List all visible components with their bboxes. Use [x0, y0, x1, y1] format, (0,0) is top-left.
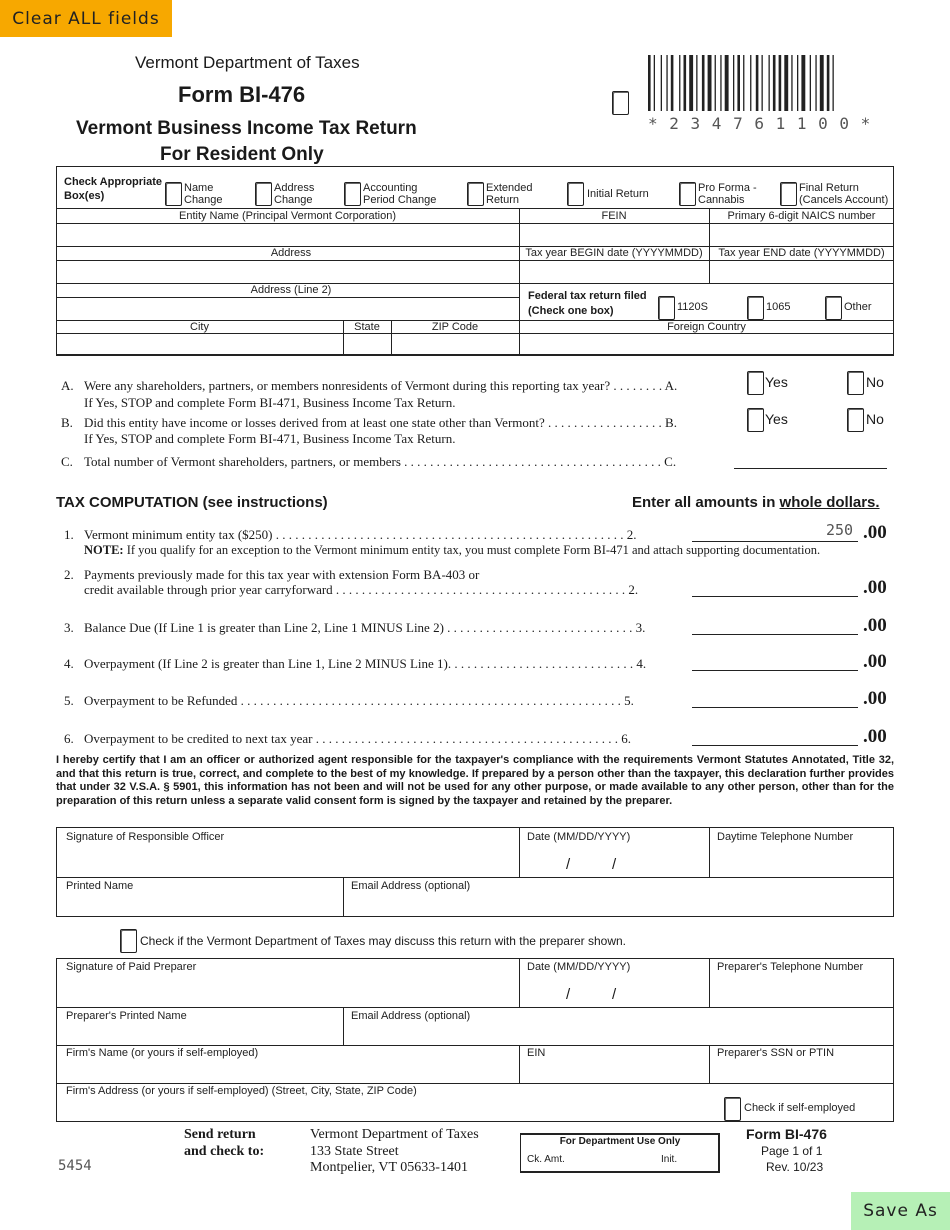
discuss-checkbox[interactable] — [120, 929, 137, 953]
line5-input[interactable] — [692, 707, 858, 708]
question-b-no-label: No — [866, 411, 884, 427]
state-input[interactable] — [345, 335, 389, 354]
address-change-label: Address Change — [274, 182, 315, 206]
question-b-yes-checkbox[interactable] — [747, 408, 764, 432]
preparer-phone-label: Preparer's Telephone Number — [717, 961, 864, 973]
ck-amt-label: Ck. Amt. — [527, 1154, 565, 1165]
question-a-letter: A. — [61, 378, 74, 393]
name-change-label: Name Change — [184, 182, 223, 206]
save-as-button[interactable]: Save As — [851, 1192, 950, 1230]
line1-text: Vermont minimum entity tax ($250) . . . . . . . . . . . . . . . . . . . . . . . . . . . . . . . . . . . . . . . . . . . . . . . . . . . . . . 2. — [84, 527, 637, 542]
line3-input[interactable] — [692, 634, 858, 635]
ssn-ptin-input[interactable] — [711, 1061, 892, 1081]
initial-return-label: Initial Return — [587, 188, 649, 200]
line2-number: 2. — [64, 567, 74, 582]
line5-number: 5. — [64, 693, 74, 708]
department-use-label: For Department Use Only — [559, 1136, 681, 1147]
line3-text: Balance Due (If Line 1 is greater than Line 2, Line 1 MINUS Line 2) . . . . . . . . . . . . . . . . . . . . . . . . . . . . . 3. — [84, 620, 646, 635]
address-line2-header: Address (Line 2) — [250, 284, 332, 296]
ein-label: EIN — [527, 1047, 546, 1059]
tax-end-header: Tax year END date (YYYYMMDD) — [718, 247, 885, 259]
self-employed-label: Check if self-employed — [744, 1102, 856, 1114]
naics-header: Primary 6-digit NAICS number — [727, 210, 876, 222]
line4-text: Overpayment (If Line 2 is greater than Line 1, Line 2 MINUS Line 1). . . . . . . . . . . . . . . . . . . . . . . . . . . . . 4. — [84, 656, 647, 671]
entity-name-header: Entity Name (Principal Vermont Corporation) — [178, 210, 397, 222]
line6-text: Overpayment to be credited to next tax year . . . . . . . . . . . . . . . . . . . . . . . . . . . . . . . . . . . . . . . . . . . . . . . 6. — [84, 731, 631, 746]
preparer-printed-name-input[interactable] — [58, 1024, 341, 1043]
line4-number: 4. — [64, 656, 74, 671]
officer-printed-name-label: Printed Name — [66, 880, 134, 892]
country-header: Foreign Country — [667, 321, 746, 333]
officer-signature-label: Signature of Responsible Officer — [66, 831, 225, 843]
officer-phone-label: Daytime Telephone Number — [717, 831, 854, 843]
preparer-phone-input[interactable] — [711, 977, 892, 1005]
pro-forma-checkbox[interactable] — [679, 182, 696, 206]
initial-return-checkbox[interactable] — [567, 182, 584, 206]
zip-header: ZIP Code — [431, 321, 479, 333]
line1-cents: .00 — [863, 522, 887, 543]
preparer-signature-input[interactable] — [58, 977, 517, 1005]
preparer-date-slash-1: / — [566, 986, 571, 1003]
department-name: Vermont Department of Taxes — [135, 53, 360, 72]
line1-value[interactable]: 250 — [826, 521, 854, 539]
firm-name-label: Firm's Name (or yours if self-employed) — [66, 1047, 259, 1059]
return-title: Vermont Business Income Tax Return — [76, 118, 417, 139]
firm-address-input[interactable] — [58, 1099, 708, 1120]
tax-begin-header: Tax year BEGIN date (YYYYMMDD) — [525, 247, 703, 259]
preparer-date-input[interactable] — [521, 977, 707, 1005]
line1-number: 1. — [64, 527, 74, 542]
mailing-address-line3: Montpelier, VT 05633-1401 — [310, 1160, 468, 1175]
question-c-text: Total number of Vermont shareholders, partners, or members . . . . . . . . . . . . . . . . . . . . . . . . . . . . . . . . . . . . . . . . C. — [84, 454, 677, 469]
ssn-ptin-label: Preparer's SSN or PTIN — [717, 1047, 835, 1059]
clear-all-fields-button[interactable]: Clear ALL fields — [0, 0, 172, 37]
officer-date-slash-1: / — [566, 856, 571, 873]
mailing-address-line2: 133 State Street — [310, 1144, 399, 1159]
address-change-checkbox[interactable] — [255, 182, 272, 206]
form-code: 5454 — [58, 1158, 92, 1174]
tax-computation-heading: TAX COMPUTATION (see instructions) — [56, 494, 328, 511]
officer-email-input[interactable] — [345, 894, 892, 915]
state-header: State — [354, 321, 380, 333]
question-a-text: Were any shareholders, partners, or members nonresidents of Vermont during this reporting tax year? . . . . . . . . A. — [84, 378, 678, 393]
barcode-text: * 2 3 4 7 6 1 1 0 0 * — [648, 114, 872, 133]
fed-1120s-label: 1120S — [677, 301, 708, 313]
tax-begin-input[interactable] — [521, 262, 707, 282]
entity-name-input[interactable] — [58, 225, 517, 245]
question-a-no-checkbox[interactable] — [847, 371, 864, 395]
question-a-sub: If Yes, STOP and complete Form BI-471, Business Income Tax Return. — [84, 395, 456, 410]
city-header: City — [190, 321, 209, 333]
fein-input[interactable] — [521, 225, 707, 245]
question-b-letter: B. — [61, 415, 73, 430]
line2-text-2: credit available through prior year carryforward . . . . . . . . . . . . . . . . . . . . . . . . . . . . . . . . . . . . . . . . . . . . . 2. — [84, 582, 639, 597]
discuss-label: Check if the Vermont Department of Taxes may discuss this return with the preparer shown. — [140, 934, 626, 948]
mailing-address-line1: Vermont Department of Taxes — [310, 1127, 479, 1142]
officer-email-label: Email Address (optional) — [351, 880, 471, 892]
footer-page: Page 1 of 1 — [761, 1144, 823, 1158]
question-b-sub: If Yes, STOP and complete Form BI-471, Business Income Tax Return. — [84, 431, 456, 446]
preparer-email-label: Email Address (optional) — [351, 1010, 471, 1022]
officer-signature-input[interactable] — [58, 847, 517, 875]
self-employed-checkbox[interactable] — [724, 1097, 741, 1121]
question-a-yes-label: Yes — [765, 374, 788, 390]
line3-cents: .00 — [863, 615, 887, 636]
whole-dollars-note: Enter all amounts in whole dollars. — [632, 494, 880, 511]
fed-1065-checkbox[interactable] — [747, 296, 764, 320]
accounting-period-change-label: Accounting Period Change — [363, 182, 437, 206]
footer-form-title: Form BI-476 — [746, 1126, 827, 1142]
federal-return-label: Federal tax return filed (Check one box) — [528, 290, 647, 317]
send-return-label: Send return — [184, 1127, 256, 1142]
country-input[interactable] — [521, 335, 892, 354]
firm-address-label: Firm's Address (or yours if self-employed) (Street, City, State, ZIP Code) — [66, 1085, 417, 1097]
tax-end-input[interactable] — [711, 262, 892, 282]
check-boxes-label: Check Appropriate Box(es) — [64, 176, 163, 202]
fed-1065-label: 1065 — [766, 301, 791, 313]
fein-header: FEIN — [601, 210, 627, 222]
line2-input[interactable] — [692, 596, 858, 597]
line4-cents: .00 — [863, 651, 887, 672]
certification-text: I hereby certify that I am an officer or authorized agent responsible for the taxpayer's compliance with the requirements Vermont Statutes Annotated, Title 32, and that this return is true, correct, and complete to the best of my knowledge. If prepared by a person other than the taxpayer, this declaration further provides that under 32 V.S.A. § 5901, this information has not been and will not be used for any other purpose, or made available to any other person, other than for the preparation of this return unless a separate valid consent form is signed by the taxpayer and retained by the preparer. — [56, 754, 894, 807]
naics-input[interactable] — [711, 225, 892, 245]
preparer-date-slash-2: / — [612, 986, 617, 1003]
address-header: Address — [270, 247, 312, 259]
firm-name-input[interactable] — [58, 1061, 517, 1081]
officer-date-input[interactable] — [521, 847, 707, 875]
zip-input[interactable] — [393, 335, 517, 354]
final-return-label: Final Return (Cancels Account) — [799, 182, 889, 206]
officer-date-slash-2: / — [612, 856, 617, 873]
pro-forma-label: Pro Forma - Cannabis — [698, 182, 757, 206]
city-input[interactable] — [58, 335, 341, 354]
question-c-input[interactable] — [734, 468, 887, 469]
question-a-no-label: No — [866, 374, 884, 390]
footer-revision: Rev. 10/23 — [766, 1160, 824, 1174]
line5-text: Overpayment to be Refunded . . . . . . . . . . . . . . . . . . . . . . . . . . . . . . . . . . . . . . . . . . . . . . . . . . . . . . . . . . . 5. — [84, 693, 634, 708]
header-checkbox[interactable] — [612, 91, 629, 115]
question-b-text: Did this entity have income or losses derived from at least one state other than Vermont? . . . . . . . . . . . . . . . . . . B. — [84, 415, 677, 430]
extended-return-checkbox[interactable] — [467, 182, 484, 206]
question-c-letter: C. — [61, 454, 73, 469]
line2-text: Payments previously made for this tax year with extension Form BA-403 or — [84, 567, 480, 582]
form-title: Form BI-476 — [178, 82, 306, 107]
return-subtitle: For Resident Only — [160, 144, 324, 165]
ein-input[interactable] — [521, 1061, 707, 1081]
accounting-period-change-checkbox[interactable] — [344, 182, 361, 206]
question-b-yes-label: Yes — [765, 411, 788, 427]
init-label: Init. — [661, 1154, 678, 1165]
final-return-checkbox[interactable] — [780, 182, 797, 206]
line6-cents: .00 — [863, 726, 887, 747]
fed-other-label: Other — [844, 301, 872, 313]
fed-1120s-checkbox[interactable] — [658, 296, 675, 320]
address-line2-input[interactable] — [58, 299, 517, 319]
question-b-no-checkbox[interactable] — [847, 408, 864, 432]
line2-cents: .00 — [863, 577, 887, 598]
line5-cents: .00 — [863, 688, 887, 709]
fed-other-checkbox[interactable] — [825, 296, 842, 320]
line4-input[interactable] — [692, 670, 858, 671]
question-a-yes-checkbox[interactable] — [747, 371, 764, 395]
officer-printed-name-input[interactable] — [58, 894, 341, 915]
officer-date-label: Date (MM/DD/YYYY) — [527, 831, 631, 843]
line3-number: 3. — [64, 620, 74, 635]
line1-note: NOTE: If you qualify for an exception to the Vermont minimum entity tax, you must complete Form BI-471 and attach supporting documentation. — [84, 543, 821, 557]
preparer-signature-label: Signature of Paid Preparer — [66, 961, 197, 973]
line6-number: 6. — [64, 731, 74, 746]
preparer-email-input[interactable] — [345, 1024, 892, 1043]
and-check-label: and check to: — [184, 1144, 265, 1159]
barcode-icon — [648, 55, 891, 111]
line6-input[interactable] — [692, 745, 858, 746]
preparer-printed-name-label: Preparer's Printed Name — [66, 1010, 187, 1022]
preparer-date-label: Date (MM/DD/YYYY) — [527, 961, 631, 973]
extended-return-label: Extended Return — [486, 182, 533, 206]
officer-phone-input[interactable] — [711, 847, 892, 875]
address-input[interactable] — [58, 262, 517, 282]
name-change-checkbox[interactable] — [165, 182, 182, 206]
